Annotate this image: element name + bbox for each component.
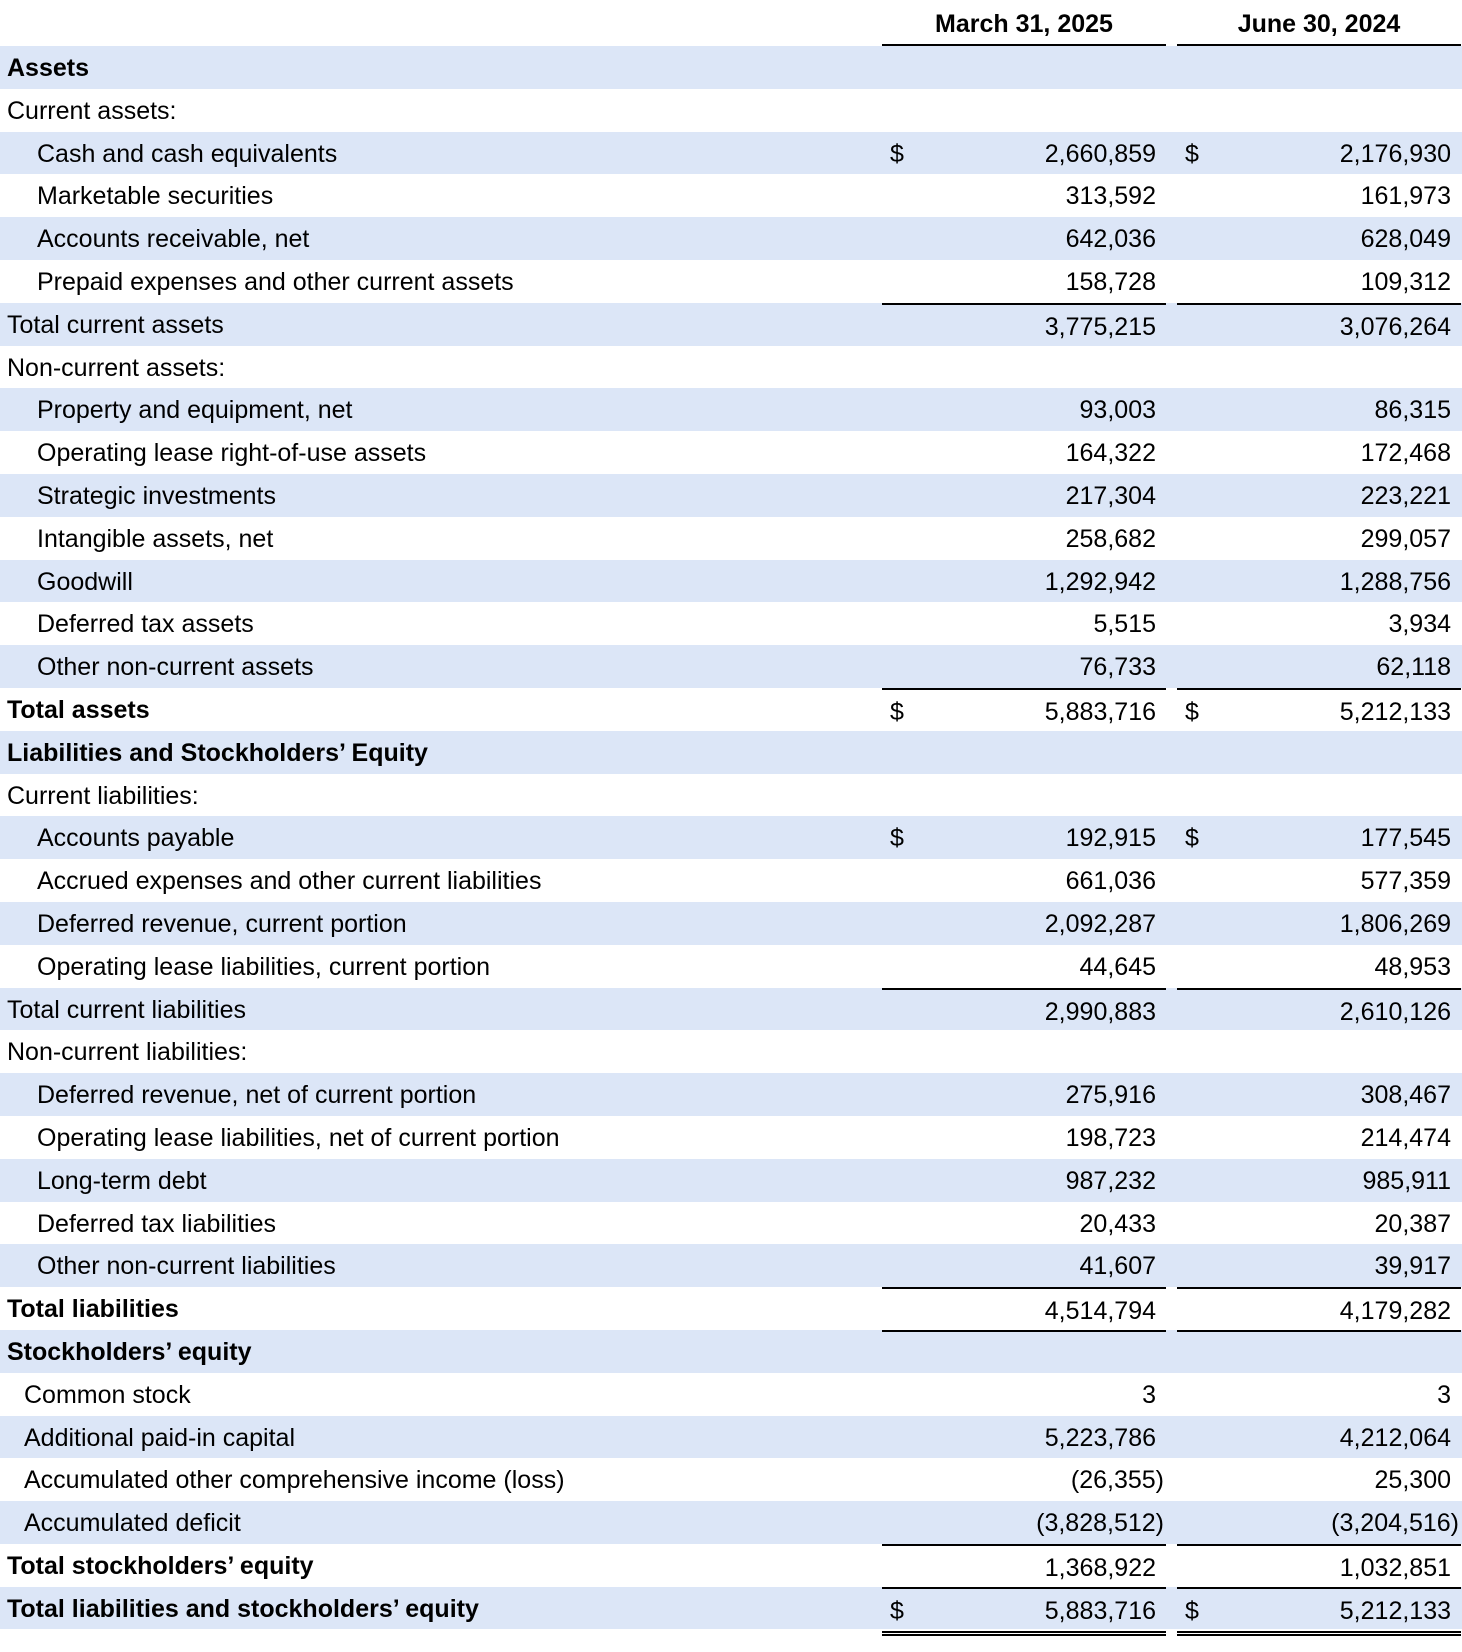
table-row xyxy=(0,859,1462,902)
cell-march-2025 xyxy=(882,1116,1166,1159)
amount-value: 48,953 xyxy=(1374,952,1451,981)
amount-value: 2,990,883 xyxy=(1044,997,1156,1026)
table-row xyxy=(0,517,1462,560)
amount-value: 4,212,064 xyxy=(1339,1423,1451,1452)
row-label: Other non-current assets xyxy=(37,653,314,682)
row-label: Non-current assets: xyxy=(7,353,226,382)
amount-value: 217,304 xyxy=(1065,481,1156,510)
cell-march-2025 xyxy=(882,859,1166,902)
table-row xyxy=(0,1116,1462,1159)
column-header-march-2025: March 31, 2025 xyxy=(882,10,1166,46)
row-label: Operating lease liabilities, net of current portion xyxy=(37,1123,560,1152)
amount-value: 1,292,942 xyxy=(1044,567,1156,596)
amount-value: 41,607 xyxy=(1079,1252,1156,1281)
row-label: Total current assets xyxy=(7,310,224,339)
table-row xyxy=(0,1416,1462,1459)
cell-march-2025 xyxy=(882,1073,1166,1116)
row-label: Non-current liabilities: xyxy=(7,1038,248,1067)
table-row xyxy=(0,303,1462,346)
cell-march-2025 xyxy=(882,303,1166,348)
row-label: Accrued expenses and other current liabilities xyxy=(37,867,542,896)
cell-march-2025 xyxy=(882,1501,1166,1544)
cell-march-2025 xyxy=(882,260,1166,303)
table-row xyxy=(0,346,1462,389)
column-header-row xyxy=(0,0,1462,46)
cell-march-2025 xyxy=(882,1373,1166,1416)
row-label: Accounts payable xyxy=(37,824,235,853)
cell-june-2024 xyxy=(1177,1202,1461,1245)
cell-march-2025 xyxy=(882,945,1166,988)
row-label: Long-term debt xyxy=(37,1166,207,1195)
row-label: Stockholders’ equity xyxy=(7,1337,252,1366)
row-label: Total stockholders’ equity xyxy=(7,1551,314,1580)
table-row xyxy=(0,988,1462,1031)
amount-value: 198,723 xyxy=(1065,1123,1156,1152)
table-row xyxy=(0,1330,1462,1373)
table-row xyxy=(0,602,1462,645)
cell-june-2024 xyxy=(1177,1116,1461,1159)
amount-value: 86,315 xyxy=(1374,396,1451,425)
amount-value: 62,118 xyxy=(1376,653,1451,682)
cell-june-2024 xyxy=(1177,1416,1461,1459)
amount-value: 1,032,851 xyxy=(1339,1553,1451,1582)
cell-march-2025 xyxy=(882,560,1166,603)
amount-value: 1,806,269 xyxy=(1339,909,1451,938)
dollar-sign: $ xyxy=(890,824,904,853)
cell-june-2024 xyxy=(1177,1244,1461,1287)
table-row xyxy=(0,46,1462,89)
amount-value: (26,355) xyxy=(1070,1466,1164,1495)
row-label: Liabilities and Stockholders’ Equity xyxy=(7,738,428,767)
amount-value: 76,733 xyxy=(1079,653,1156,682)
table-row xyxy=(0,1501,1462,1544)
amount-value: 1,368,922 xyxy=(1044,1553,1156,1582)
cell-march-2025 xyxy=(882,988,1166,1033)
cell-june-2024 xyxy=(1177,1587,1461,1637)
cell-june-2024 xyxy=(1177,174,1461,217)
table-row xyxy=(0,1287,1462,1330)
row-label: Prepaid expenses and other current assets xyxy=(37,267,514,296)
amount-value: 177,545 xyxy=(1360,824,1451,853)
table-row xyxy=(0,431,1462,474)
dollar-sign: $ xyxy=(1185,697,1199,726)
row-label: Operating lease liabilities, current portion xyxy=(37,952,491,981)
row-label: Cash and cash equivalents xyxy=(37,139,338,168)
amount-value: 164,322 xyxy=(1065,439,1156,468)
cell-june-2024 xyxy=(1177,260,1461,303)
table-row xyxy=(0,388,1462,431)
amount-value: 642,036 xyxy=(1065,225,1156,254)
cell-march-2025 xyxy=(882,645,1166,688)
cell-june-2024 xyxy=(1177,859,1461,902)
cell-march-2025 xyxy=(882,774,1166,817)
cell-march-2025 xyxy=(882,517,1166,560)
cell-june-2024 xyxy=(1177,1501,1461,1544)
dollar-sign: $ xyxy=(1185,139,1199,168)
amount-value: (3,828,512) xyxy=(1036,1509,1164,1538)
cell-june-2024 xyxy=(1177,1458,1461,1501)
row-label: Goodwill xyxy=(37,567,133,596)
cell-march-2025 xyxy=(882,1287,1166,1332)
cell-june-2024 xyxy=(1177,431,1461,474)
row-label: Property and equipment, net xyxy=(37,396,353,425)
row-label: Total current liabilities xyxy=(7,995,246,1024)
amount-value: 3,076,264 xyxy=(1339,312,1451,341)
amount-value: 275,916 xyxy=(1065,1081,1156,1110)
amount-value: 20,387 xyxy=(1374,1209,1451,1238)
amount-value: 628,049 xyxy=(1360,225,1451,254)
cell-march-2025 xyxy=(882,132,1166,175)
amount-value: 2,092,287 xyxy=(1044,909,1156,938)
table-body xyxy=(0,46,1462,1629)
dollar-sign: $ xyxy=(1185,824,1199,853)
amount-value: 661,036 xyxy=(1065,867,1156,896)
cell-june-2024 xyxy=(1177,46,1461,89)
row-label: Intangible assets, net xyxy=(37,524,274,553)
amount-value: 2,176,930 xyxy=(1339,139,1451,168)
table-row xyxy=(0,1030,1462,1073)
row-label: Deferred revenue, net of current portion xyxy=(37,1081,477,1110)
table-row xyxy=(0,174,1462,217)
row-label: Other non-current liabilities xyxy=(37,1252,336,1281)
cell-march-2025 xyxy=(882,89,1166,132)
amount-value: 2,610,126 xyxy=(1339,997,1451,1026)
table-row xyxy=(0,645,1462,688)
table-row xyxy=(0,1458,1462,1501)
amount-value: 985,911 xyxy=(1362,1166,1451,1195)
cell-june-2024 xyxy=(1177,517,1461,560)
amount-value: 5,223,786 xyxy=(1044,1423,1156,1452)
row-label: Current assets: xyxy=(7,96,177,125)
table-row xyxy=(0,217,1462,260)
amount-value: 3 xyxy=(1142,1380,1156,1409)
amount-value: (3,204,516) xyxy=(1331,1509,1459,1538)
cell-march-2025 xyxy=(882,1030,1166,1073)
cell-march-2025 xyxy=(882,1244,1166,1287)
cell-march-2025 xyxy=(882,431,1166,474)
amount-value: 20,433 xyxy=(1079,1209,1156,1238)
row-label: Assets xyxy=(7,54,89,82)
cell-june-2024 xyxy=(1177,602,1461,645)
amount-value: 192,915 xyxy=(1065,824,1156,853)
amount-value: 25,300 xyxy=(1374,1466,1451,1495)
amount-value: 577,359 xyxy=(1360,867,1451,896)
cell-june-2024 xyxy=(1177,132,1461,175)
dollar-sign: $ xyxy=(1185,1596,1199,1625)
dollar-sign: $ xyxy=(890,139,904,168)
amount-value: 93,003 xyxy=(1079,396,1156,425)
cell-march-2025 xyxy=(882,1587,1166,1637)
row-label: Accumulated other comprehensive income (loss) xyxy=(24,1466,565,1495)
row-label: Total liabilities xyxy=(7,1295,179,1324)
cell-march-2025 xyxy=(882,1202,1166,1245)
row-label: Deferred tax liabilities xyxy=(37,1209,276,1238)
amount-value: 3 xyxy=(1437,1380,1451,1409)
cell-june-2024 xyxy=(1177,560,1461,603)
cell-june-2024 xyxy=(1177,902,1461,945)
cell-march-2025 xyxy=(882,1416,1166,1459)
cell-june-2024 xyxy=(1177,474,1461,517)
row-label: Deferred revenue, current portion xyxy=(37,909,407,938)
table-row xyxy=(0,1244,1462,1287)
amount-value: 5,212,133 xyxy=(1339,1596,1451,1625)
amount-value: 313,592 xyxy=(1065,182,1156,211)
cell-june-2024 xyxy=(1177,1330,1461,1375)
cell-march-2025 xyxy=(882,731,1166,774)
row-label: Deferred tax assets xyxy=(37,610,254,639)
cell-march-2025 xyxy=(882,902,1166,945)
amount-value: 258,682 xyxy=(1065,524,1156,553)
amount-value: 3,934 xyxy=(1388,610,1451,639)
cell-june-2024 xyxy=(1177,988,1461,1033)
cell-june-2024 xyxy=(1177,1544,1461,1589)
amount-value: 5,515 xyxy=(1093,610,1156,639)
cell-march-2025 xyxy=(882,1159,1166,1202)
amount-value: 223,221 xyxy=(1360,481,1451,510)
amount-value: 172,468 xyxy=(1360,439,1451,468)
cell-june-2024 xyxy=(1177,346,1461,389)
amount-value: 214,474 xyxy=(1360,1123,1451,1152)
row-label: Current liabilities: xyxy=(7,781,199,810)
table-row xyxy=(0,560,1462,603)
cell-march-2025 xyxy=(882,346,1166,389)
amount-value: 3,775,215 xyxy=(1044,312,1156,341)
row-label: Total liabilities and stockholders’ equity xyxy=(7,1594,479,1623)
cell-june-2024 xyxy=(1177,217,1461,260)
cell-june-2024 xyxy=(1177,303,1461,348)
row-label: Common stock xyxy=(24,1380,191,1409)
table-row xyxy=(0,132,1462,175)
cell-march-2025 xyxy=(882,1330,1166,1375)
amount-value: 299,057 xyxy=(1360,524,1451,553)
amount-value: 109,312 xyxy=(1360,267,1451,296)
cell-march-2025 xyxy=(882,1544,1166,1589)
amount-value: 308,467 xyxy=(1360,1081,1451,1110)
cell-march-2025 xyxy=(882,388,1166,431)
cell-june-2024 xyxy=(1177,1373,1461,1416)
cell-march-2025 xyxy=(882,816,1166,859)
amount-value: 5,883,716 xyxy=(1044,1596,1156,1625)
cell-june-2024 xyxy=(1177,1287,1461,1332)
table-row xyxy=(0,731,1462,774)
table-row xyxy=(0,1587,1462,1630)
table-row xyxy=(0,260,1462,303)
amount-value: 44,645 xyxy=(1079,952,1156,981)
cell-june-2024 xyxy=(1177,1073,1461,1116)
cell-march-2025 xyxy=(882,602,1166,645)
table-row xyxy=(0,89,1462,132)
cell-march-2025 xyxy=(882,1458,1166,1501)
cell-june-2024 xyxy=(1177,89,1461,132)
amount-value: 4,179,282 xyxy=(1339,1297,1451,1326)
table-row xyxy=(0,945,1462,988)
amount-value: 987,232 xyxy=(1065,1166,1156,1195)
table-row xyxy=(0,688,1462,731)
table-row xyxy=(0,902,1462,945)
row-label: Operating lease right-of-use assets xyxy=(37,439,427,468)
cell-march-2025 xyxy=(882,217,1166,260)
row-label: Accounts receivable, net xyxy=(37,225,310,254)
cell-june-2024 xyxy=(1177,816,1461,859)
amount-value: 1,288,756 xyxy=(1339,567,1451,596)
row-label: Strategic investments xyxy=(37,481,276,510)
dollar-sign: $ xyxy=(890,1596,904,1625)
amount-value: 161,973 xyxy=(1360,182,1451,211)
cell-march-2025 xyxy=(882,174,1166,217)
cell-june-2024 xyxy=(1177,1030,1461,1073)
cell-june-2024 xyxy=(1177,388,1461,431)
cell-march-2025 xyxy=(882,474,1166,517)
cell-june-2024 xyxy=(1177,945,1461,988)
table-row xyxy=(0,1202,1462,1245)
table-row xyxy=(0,1373,1462,1416)
table-row xyxy=(0,474,1462,517)
cell-june-2024 xyxy=(1177,645,1461,688)
table-row xyxy=(0,1159,1462,1202)
amount-value: 39,917 xyxy=(1374,1252,1451,1281)
row-label: Additional paid-in capital xyxy=(24,1423,296,1452)
row-label: Total assets xyxy=(7,695,150,724)
row-label: Accumulated deficit xyxy=(24,1509,241,1538)
cell-june-2024 xyxy=(1177,731,1461,774)
cell-march-2025 xyxy=(882,46,1166,89)
amount-value: 5,212,133 xyxy=(1339,697,1451,726)
cell-june-2024 xyxy=(1177,774,1461,817)
amount-value: 4,514,794 xyxy=(1044,1297,1156,1326)
cell-june-2024 xyxy=(1177,1159,1461,1202)
table-row xyxy=(0,1544,1462,1587)
table-row xyxy=(0,816,1462,859)
amount-value: 158,728 xyxy=(1065,267,1156,296)
table-row xyxy=(0,1073,1462,1116)
amount-value: 2,660,859 xyxy=(1044,139,1156,168)
amount-value: 5,883,716 xyxy=(1044,697,1156,726)
table-row xyxy=(0,774,1462,817)
row-label: Marketable securities xyxy=(37,182,274,211)
column-header-june-2024: June 30, 2024 xyxy=(1177,10,1461,46)
dollar-sign: $ xyxy=(890,697,904,726)
